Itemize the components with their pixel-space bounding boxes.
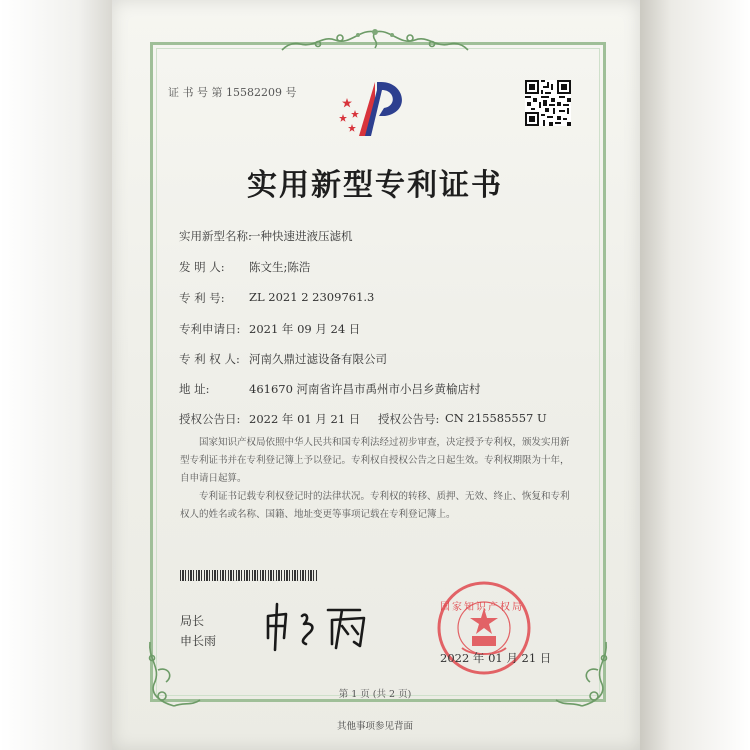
- field-label-name: 实用新型名称:: [179, 229, 252, 243]
- announcement-number: CN 215585557 U: [445, 411, 547, 425]
- top-ornament: [280, 26, 470, 58]
- director-name: 申长雨: [180, 634, 217, 648]
- announcement-label: 授权公告号:: [378, 412, 440, 426]
- field-label-grant-date: 授权公告日:: [179, 412, 241, 426]
- field-value-patentee: 河南久鼎过滤设备有限公司: [249, 352, 387, 366]
- footer-note: 其他事项参见背面: [336, 721, 413, 732]
- page-info: 第 1 页 (共 2 页): [338, 689, 412, 700]
- certificate-number-value: 15582209: [226, 86, 282, 99]
- seal-text: 国家知识产权局: [440, 602, 524, 613]
- field-label-inventor: 发 明 人:: [179, 260, 225, 274]
- background-right: [638, 0, 750, 750]
- legal-status-statement: 专利证书记载专利权登记时的法律状况。专利权的转移、质押、无效、终止、恢复和专利权人的姓名或名称、国籍、地址变更等事项记载在专利登记簿上。: [180, 491, 570, 520]
- seal-date: 2022 年 01 月 21 日: [440, 651, 552, 665]
- field-label-address: 地 址:: [179, 382, 210, 396]
- field-value-application-date: 2021 年 09 月 24 日: [249, 322, 361, 336]
- field-value-grant-date: 2022 年 01 月 21 日: [249, 412, 361, 426]
- certificate-number-suffix: 号: [285, 86, 297, 99]
- director-title: 局长: [180, 614, 205, 628]
- certificate-number-label: 证 书 号 第: [168, 86, 223, 99]
- barcode: [180, 570, 318, 581]
- director-signature: [262, 598, 380, 654]
- field-label-patentee: 专 利 权 人:: [179, 352, 240, 366]
- field-label-patent-number: 专 利 号:: [179, 291, 225, 305]
- certificate-number: [168, 84, 297, 100]
- field-value-name: 一种快速进液压滤机: [249, 229, 353, 243]
- grant-statement: 国家知识产权局依照中华人民共和国专利法经过初步审查，决定授予专利权，颁发实用新型专利证书并在专利登记簿上予以登记。专利权自授权公告之日起生效。专利权期限为十年，自申请日起算。: [180, 437, 570, 484]
- qr-code: [525, 80, 571, 126]
- certificate-title: 实用新型专利证书: [247, 168, 503, 203]
- field-value-address: 461670 河南省许昌市禹州市小吕乡黄榆店村: [249, 382, 481, 396]
- cnipa-logo: [335, 78, 415, 140]
- field-value-patent-number: ZL 2021 2 2309761.3: [249, 290, 375, 304]
- field-label-application-date: 专利申请日:: [179, 322, 241, 336]
- background-left: [0, 0, 112, 750]
- field-value-inventor: 陈文生;陈浩: [249, 260, 311, 274]
